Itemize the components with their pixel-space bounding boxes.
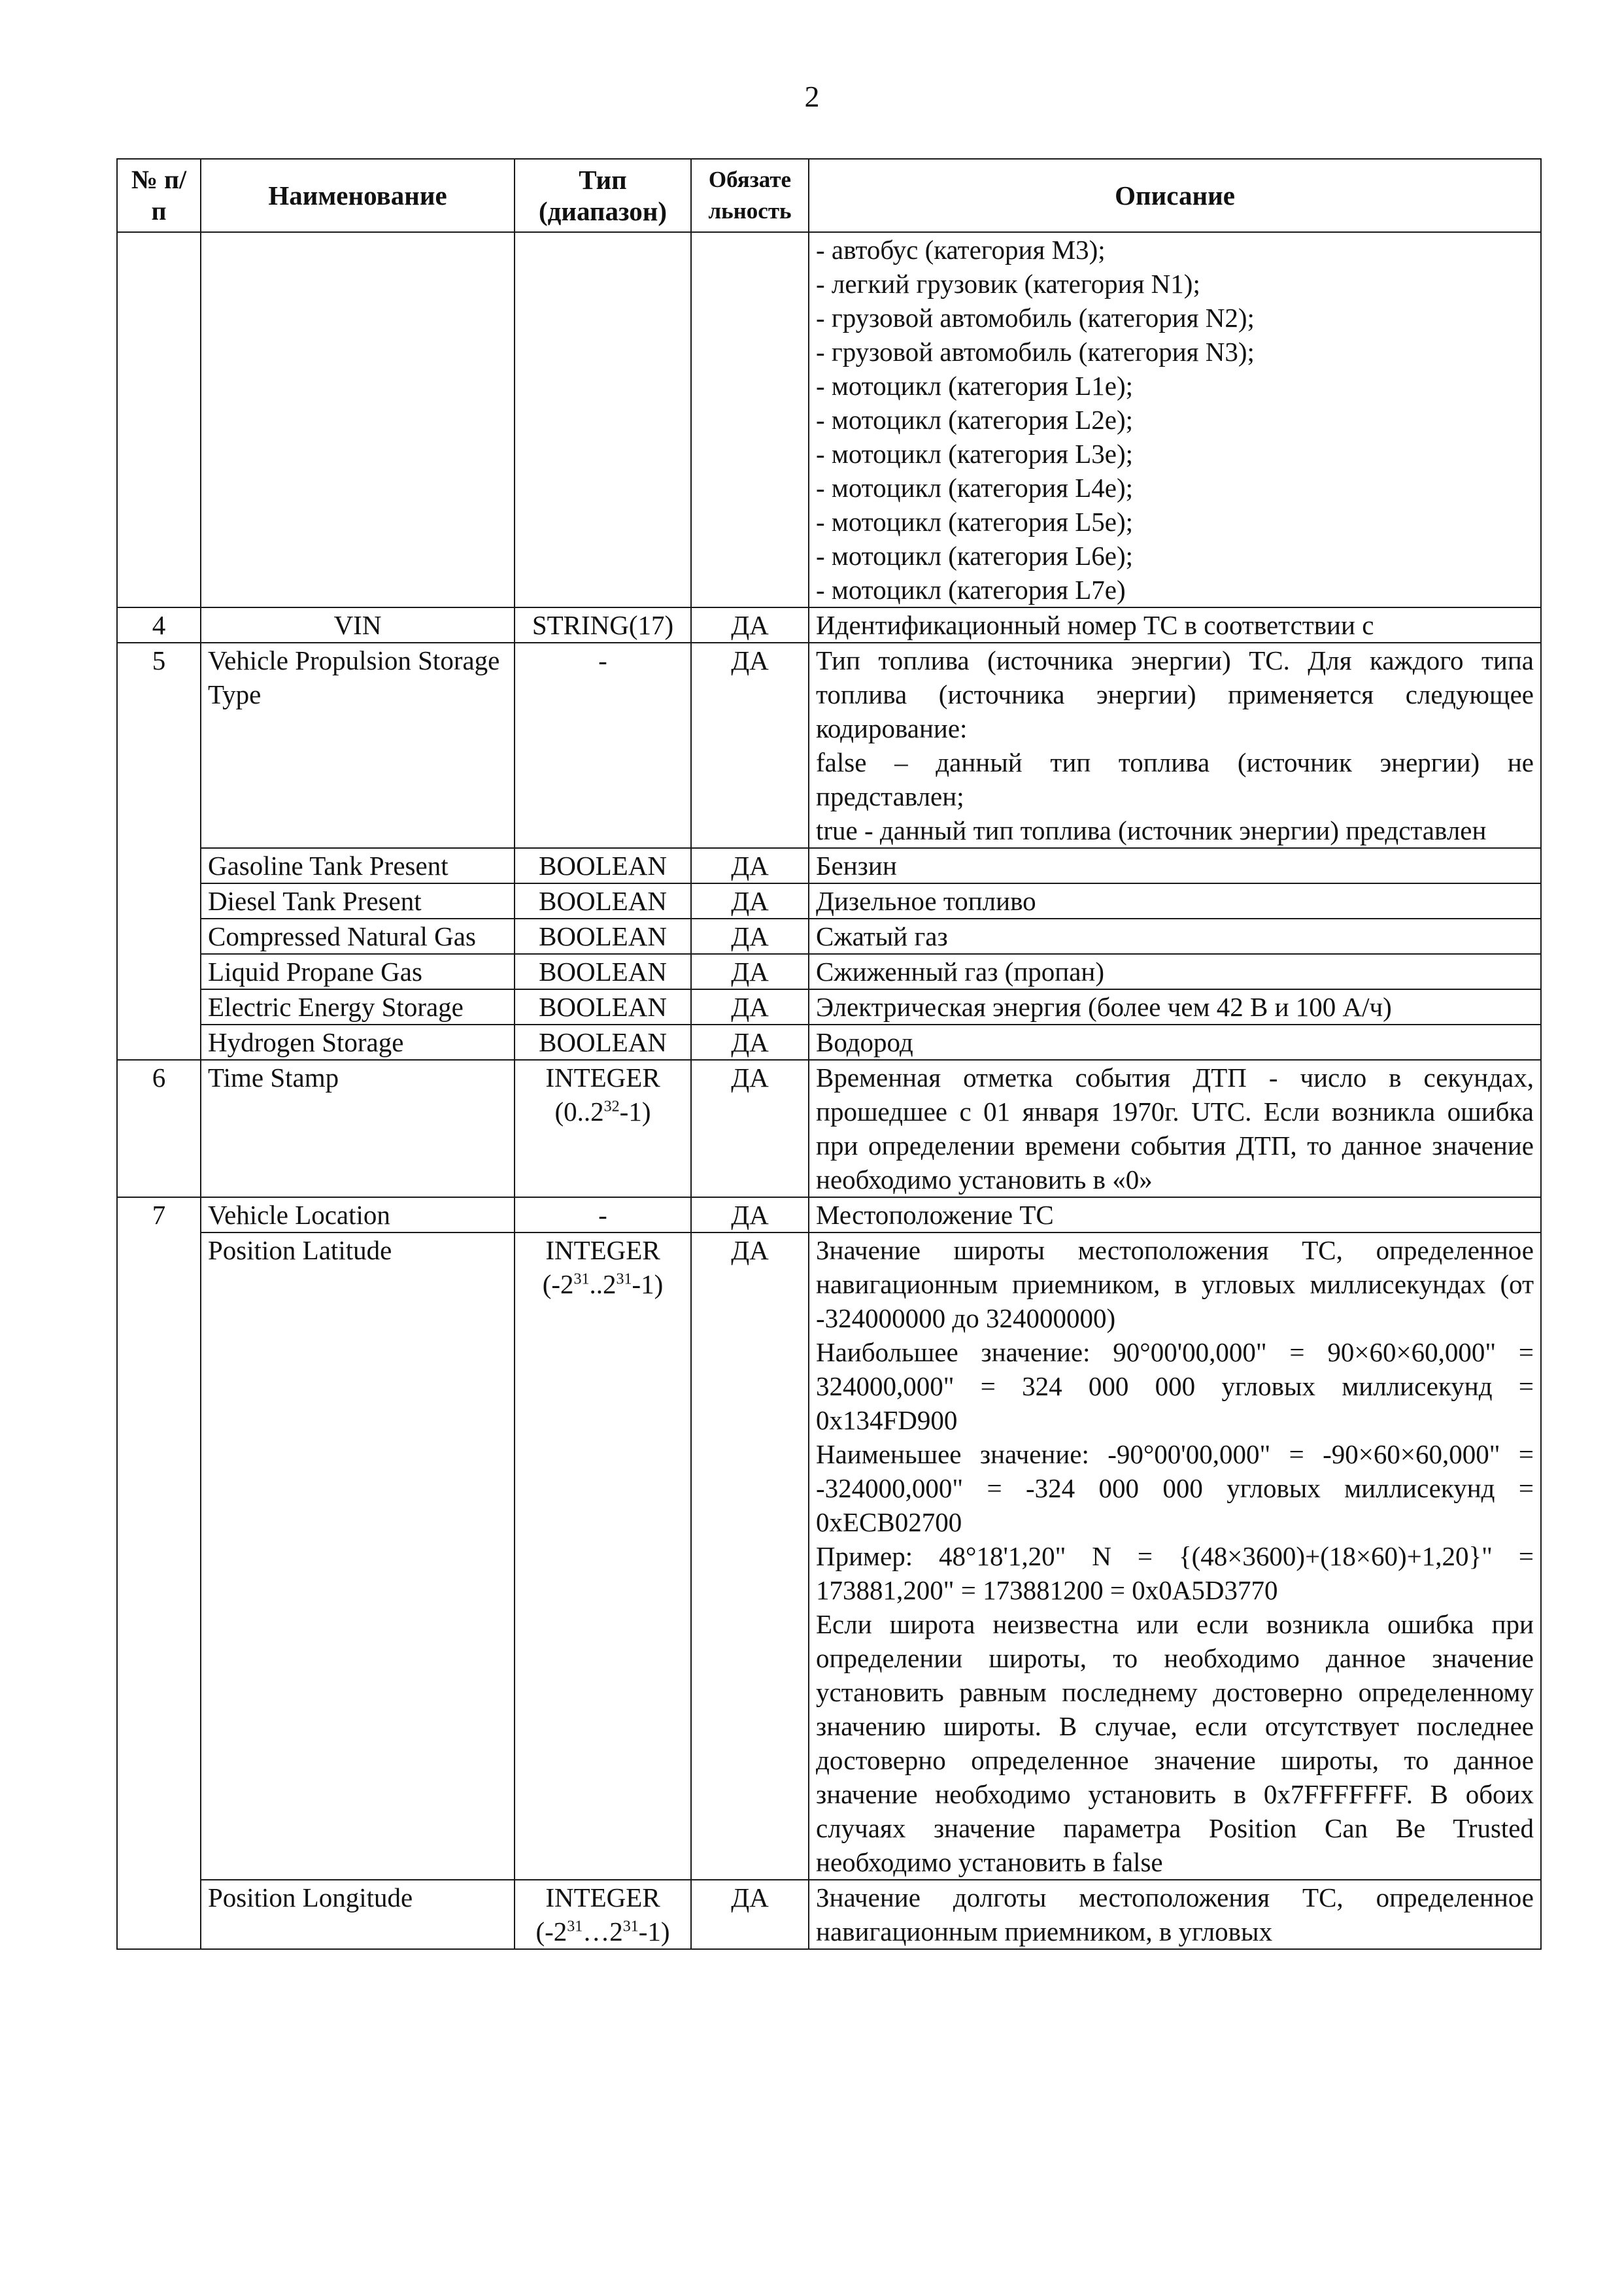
row-num: 6 bbox=[117, 1060, 201, 1197]
param-description: Сжиженный газ (пропан) bbox=[809, 954, 1541, 989]
param-description: Бензин bbox=[809, 848, 1541, 883]
sub-row bbox=[117, 954, 1541, 989]
page-number: 2 bbox=[804, 80, 820, 113]
sub-row bbox=[117, 883, 1541, 919]
row-6 bbox=[117, 1060, 1541, 1197]
list-item: - мотоцикл (категория L1e); bbox=[816, 371, 1134, 401]
param-type: - bbox=[515, 1197, 691, 1232]
desc-paragraph: Тип топлива (источника энергии) ТС. Для каждого типа топлива (источника энергии) применяется следующее кодирование: bbox=[816, 645, 1534, 743]
param-required: ДА bbox=[691, 848, 809, 883]
header-row bbox=[117, 159, 1541, 232]
param-type: BOOLEAN bbox=[515, 919, 691, 954]
row-5 bbox=[117, 643, 1541, 848]
param-description: Дизельное топливо bbox=[809, 883, 1541, 919]
list-item: - мотоцикл (категория L2e); bbox=[816, 405, 1134, 435]
desc-paragraph: false – данный тип топлива (источник энергии) не представлен; bbox=[816, 747, 1534, 811]
param-required: ДА bbox=[691, 883, 809, 919]
param-description: Сжатый газ bbox=[809, 919, 1541, 954]
parameters-table bbox=[116, 158, 1542, 1950]
param-name: Compressed Natural Gas bbox=[201, 919, 515, 954]
param-required: ДА bbox=[691, 1232, 809, 1880]
param-description: Электрическая энергия (более чем 42 В и 100 А/ч) bbox=[809, 989, 1541, 1025]
param-name: VIN bbox=[201, 607, 515, 643]
param-name: Vehicle Propulsion Storage Type bbox=[201, 643, 515, 848]
param-name: Vehicle Location bbox=[201, 1197, 515, 1232]
param-required: ДА bbox=[691, 643, 809, 848]
desc-paragraph: Значение широты местоположения ТС, определенное навигационным приемником, в угловых миллисекундах (от -324000000 до 324000000) bbox=[816, 1235, 1534, 1333]
param-required: ДА bbox=[691, 1060, 809, 1197]
param-name: Gasoline Tank Present bbox=[201, 848, 515, 883]
param-description bbox=[809, 643, 1541, 848]
row-4 bbox=[117, 607, 1541, 643]
param-description: Местоположение ТС bbox=[809, 1197, 1541, 1232]
list-item: - мотоцикл (категория L3e); bbox=[816, 439, 1134, 469]
header-type: Тип (диапазон) bbox=[515, 159, 691, 232]
param-type: - bbox=[515, 643, 691, 848]
param-type: INTEGER $(-2^{31}..2^{31}-1)$ bbox=[515, 1232, 691, 1880]
list-item: - мотоцикл (категория L7e) bbox=[816, 575, 1126, 605]
param-required: ДА bbox=[691, 607, 809, 643]
desc-paragraph: Наименьшее значение: -90°00'00,000" = -90×60×60,000" = -324000,000" = -324 000 000 угловых миллисекунд = 0xECB02700 bbox=[816, 1439, 1534, 1537]
param-type: BOOLEAN bbox=[515, 848, 691, 883]
list-item: - автобус (категория М3); bbox=[816, 235, 1106, 265]
row-3-continued bbox=[117, 232, 1541, 607]
param-type: INTEGER $(-2^{31}\dots 2^{31}-1)$ bbox=[515, 1880, 691, 1949]
param-required: ДА bbox=[691, 1025, 809, 1060]
desc-paragraph: Пример: 48°18'1,20" N = {(48×3600)+(18×60)+1,20}" = 173881,200" = 173881200 = 0x0A5D3770 bbox=[816, 1541, 1534, 1605]
param-description: Идентификационный номер ТС в соответствии с bbox=[809, 607, 1541, 643]
param-name: Electric Energy Storage bbox=[201, 989, 515, 1025]
param-name: Liquid Propane Gas bbox=[201, 954, 515, 989]
sub-row bbox=[117, 1025, 1541, 1060]
param-name: Hydrogen Storage bbox=[201, 1025, 515, 1060]
sub-row bbox=[117, 989, 1541, 1025]
param-required: ДА bbox=[691, 1880, 809, 1949]
row-num: 4 bbox=[117, 607, 201, 643]
header-name: Наименование bbox=[201, 159, 515, 232]
param-required: ДА bbox=[691, 1197, 809, 1232]
list-item: - грузовой автомобиль (категория N3); bbox=[816, 337, 1255, 367]
header-required: Обязате льность bbox=[691, 159, 809, 232]
list-item: - легкий грузовик (категория N1); bbox=[816, 269, 1200, 299]
param-type: STRING(17) bbox=[515, 607, 691, 643]
param-name: Diesel Tank Present bbox=[201, 883, 515, 919]
param-type: BOOLEAN bbox=[515, 954, 691, 989]
param-description: Временная отметка события ДТП - число в секундах, прошедшее с 01 января 1970г. UTC. Если возникла ошибка при определении времени события ДТП, то данное значение необходимо установить в «0» bbox=[809, 1060, 1541, 1197]
sub-row-longitude bbox=[117, 1880, 1541, 1949]
param-type: BOOLEAN bbox=[515, 989, 691, 1025]
sub-row bbox=[117, 848, 1541, 883]
param-required: ДА bbox=[691, 989, 809, 1025]
row-num: 5 bbox=[117, 643, 201, 1060]
param-required: ДА bbox=[691, 919, 809, 954]
sub-row-latitude bbox=[117, 1232, 1541, 1880]
param-name: Position Latitude bbox=[201, 1232, 515, 1880]
desc-paragraph: Наибольшее значение: 90°00'00,000" = 90×60×60,000" = 324000,000" = 324 000 000 угловых миллисекунд = 0x134FD900 bbox=[816, 1337, 1534, 1435]
row-num: 7 bbox=[117, 1197, 201, 1949]
list-item: - мотоцикл (категория L4e); bbox=[816, 473, 1134, 503]
param-required: ДА bbox=[691, 954, 809, 989]
param-name: Time Stamp bbox=[201, 1060, 515, 1197]
header-num: № п/п bbox=[117, 159, 201, 232]
param-description: Водород bbox=[809, 1025, 1541, 1060]
desc-paragraph: true - данный тип топлива (источник энергии) представлен bbox=[816, 815, 1487, 845]
desc-paragraph: Если широта неизвестна или если возникла ошибка при определении широты, то необходимо данное значение установить равным последнему достоверно определенному значению широты. В случае, если отсутствует последнее достоверно определенное значение широты, то данное значение необходимо установить в 0x7FFFFFFF. В обоих случаях значение параметра Position Can Be Trusted необходимо установить в false bbox=[816, 1609, 1534, 1877]
header-description: Описание bbox=[809, 159, 1541, 232]
list-item: - грузовой автомобиль (категория N2); bbox=[816, 303, 1255, 333]
param-description: Значение долготы местоположения ТС, определенное навигационным приемником, в угловых bbox=[809, 1880, 1541, 1949]
row-7 bbox=[117, 1197, 1541, 1232]
param-description bbox=[809, 1232, 1541, 1880]
param-type: INTEGER (0..2$^{32}$-1) bbox=[515, 1060, 691, 1197]
param-type: BOOLEAN bbox=[515, 883, 691, 919]
list-item: - мотоцикл (категория L6e); bbox=[816, 541, 1134, 571]
param-name: Position Longitude bbox=[201, 1880, 515, 1949]
vehicle-category-list bbox=[809, 232, 1541, 607]
sub-row bbox=[117, 919, 1541, 954]
list-item: - мотоцикл (категория L5e); bbox=[816, 507, 1134, 537]
param-type: BOOLEAN bbox=[515, 1025, 691, 1060]
